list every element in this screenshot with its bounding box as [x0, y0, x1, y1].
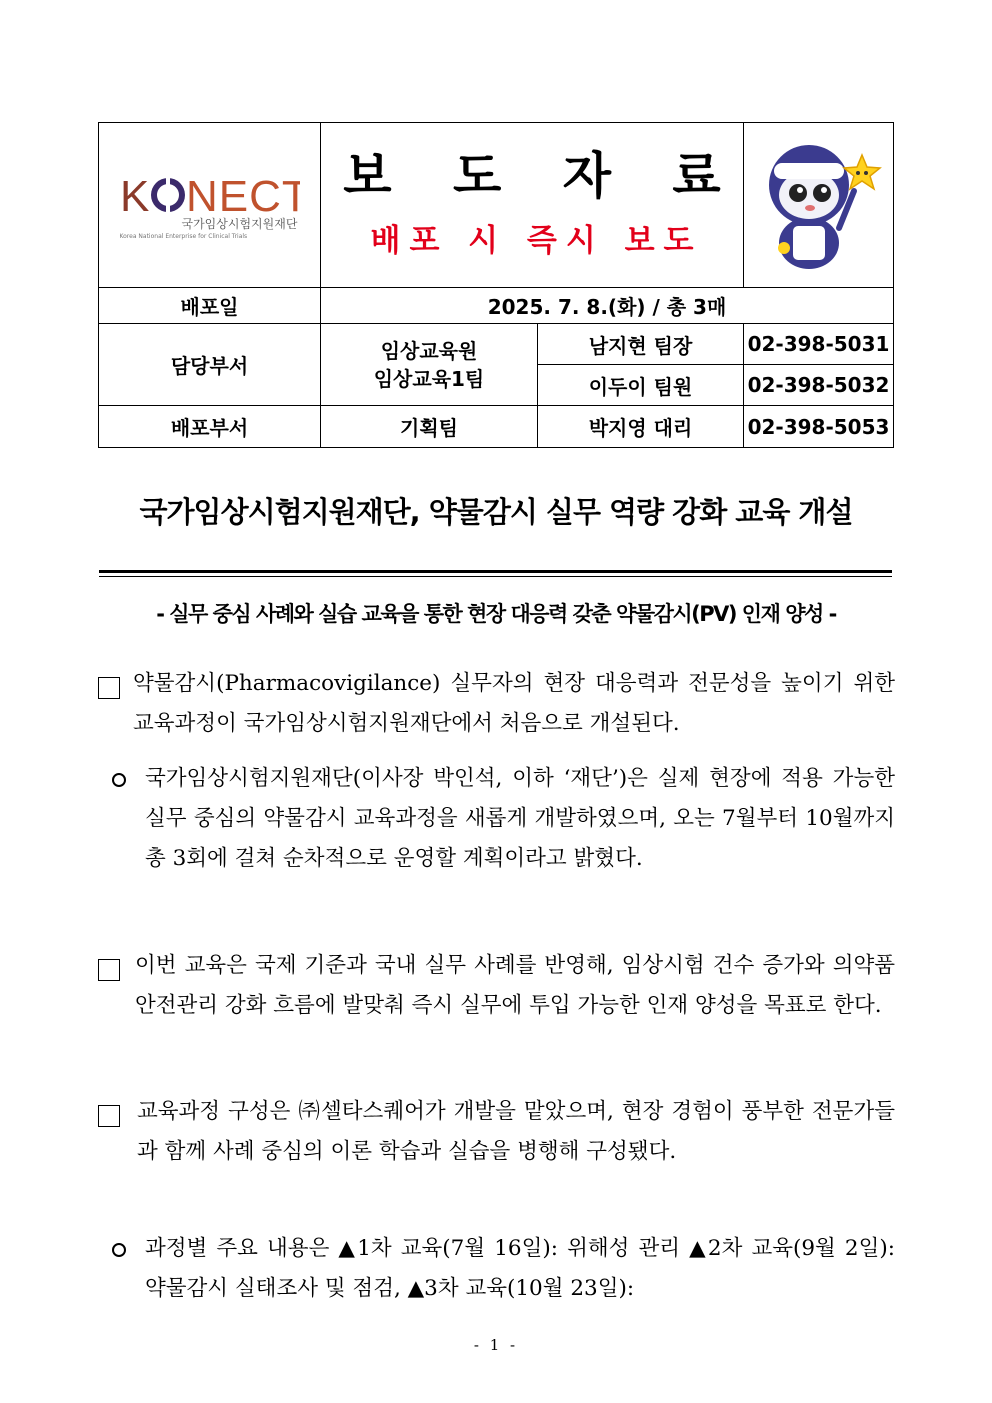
contact-3-phone: 02-398-5053 [744, 406, 894, 448]
paragraph-5: 과정별 주요 내용은 ▲1차 교육(7월 16일): 위해성 관리 ▲2차 교육(9월 2일): 약물감시 실태조사 및 점검, ▲3차 교육(10월 23일): [145, 1236, 895, 1301]
paragraph-4: 교육과정 구성은 ㈜셀타스퀘어가 개발을 맡았으며, 현장 경험이 풍부한 전문가들과 함께 사례 중심의 이론 학습과 실습을 병행해 구성됐다. [137, 1099, 895, 1164]
contact-3-name: 박지영 대리 [538, 406, 744, 448]
page-number: - 1 - [473, 1336, 519, 1354]
logo-org-kr: 국가임상시험지원재단 [181, 217, 298, 231]
mascot-icon [754, 133, 884, 273]
paragraph-2: 국가임상시험지원재단(이사장 박인석, 이하 ‘재단’)은 실제 현장에 적용 가능한 실무 중심의 약물감시 교육과정을 새롭게 개발하였으며, 오는 7월부터 10월까지 총 3회에 걸쳐 순차적으로 운영할 계획이라고 밝혔다. [145, 766, 895, 871]
paragraph-3: 이번 교육은 국제 기준과 국내 실무 사례를 반영해, 임상시험 건수 증가와 의약품 안전관리 강화 흐름에 발맞춰 즉시 실무에 투입 가능한 인재 양성을 목표로 한다. [135, 953, 895, 1018]
headline: 국가임상시험지원재단, 약물감시 실무 역량 강화 교육 개설 [139, 495, 853, 529]
headline-rule-thin [99, 576, 892, 577]
paragraph-1: 약물감시(Pharmacovigilance) 실무자의 현장 대응력과 전문성을 높이기 위한 교육과정이 국가임상시험지원재단에서 처음으로 개설된다. [133, 671, 895, 736]
dept-name-line1: 임상교육원 [380, 338, 478, 363]
dept-label: 담당부서 [99, 324, 321, 406]
contact-2-phone: 02-398-5032 [744, 365, 894, 406]
checkbox-square-icon [98, 959, 120, 981]
headline-rule-thick [99, 570, 892, 573]
konect-logo [120, 165, 300, 245]
logo-cell [99, 123, 321, 288]
subheadline: - 실무 중심 사례와 실습 교육을 통한 현장 대응력 갖춘 약물감시(PV) 인재 양성 - [156, 602, 836, 626]
page-title: 보 도 자 료 [343, 146, 743, 205]
date-label: 배포일 [99, 288, 321, 324]
press-header-table [98, 122, 894, 448]
svg-text:NECT: NECT [185, 172, 300, 221]
date-value: 2025. 7. 8.(화) / 총 3매 [321, 288, 894, 324]
svg-text:K: K [119, 172, 150, 221]
title-cell [321, 123, 744, 288]
dept-name [321, 324, 538, 406]
dist-label: 배포부서 [99, 406, 321, 448]
dist-name: 기획팀 [321, 406, 538, 448]
bullet-circle-icon [112, 1243, 126, 1257]
checkbox-square-icon [98, 1105, 120, 1127]
bullet-circle-icon [112, 773, 126, 787]
contact-2-name: 이두이 팀원 [538, 365, 744, 406]
checkbox-square-icon [98, 677, 120, 699]
logo-org-en: Korea National Enterprise for Clinical Trials [119, 233, 248, 240]
dept-name-line2: 임상교육1팀 [373, 366, 485, 391]
mascot-cell [744, 123, 894, 288]
release-subtitle: 배포 시 즉시 보도 [370, 222, 703, 259]
contact-1-name: 남지현 팀장 [538, 324, 744, 365]
contact-1-phone: 02-398-5031 [744, 324, 894, 365]
